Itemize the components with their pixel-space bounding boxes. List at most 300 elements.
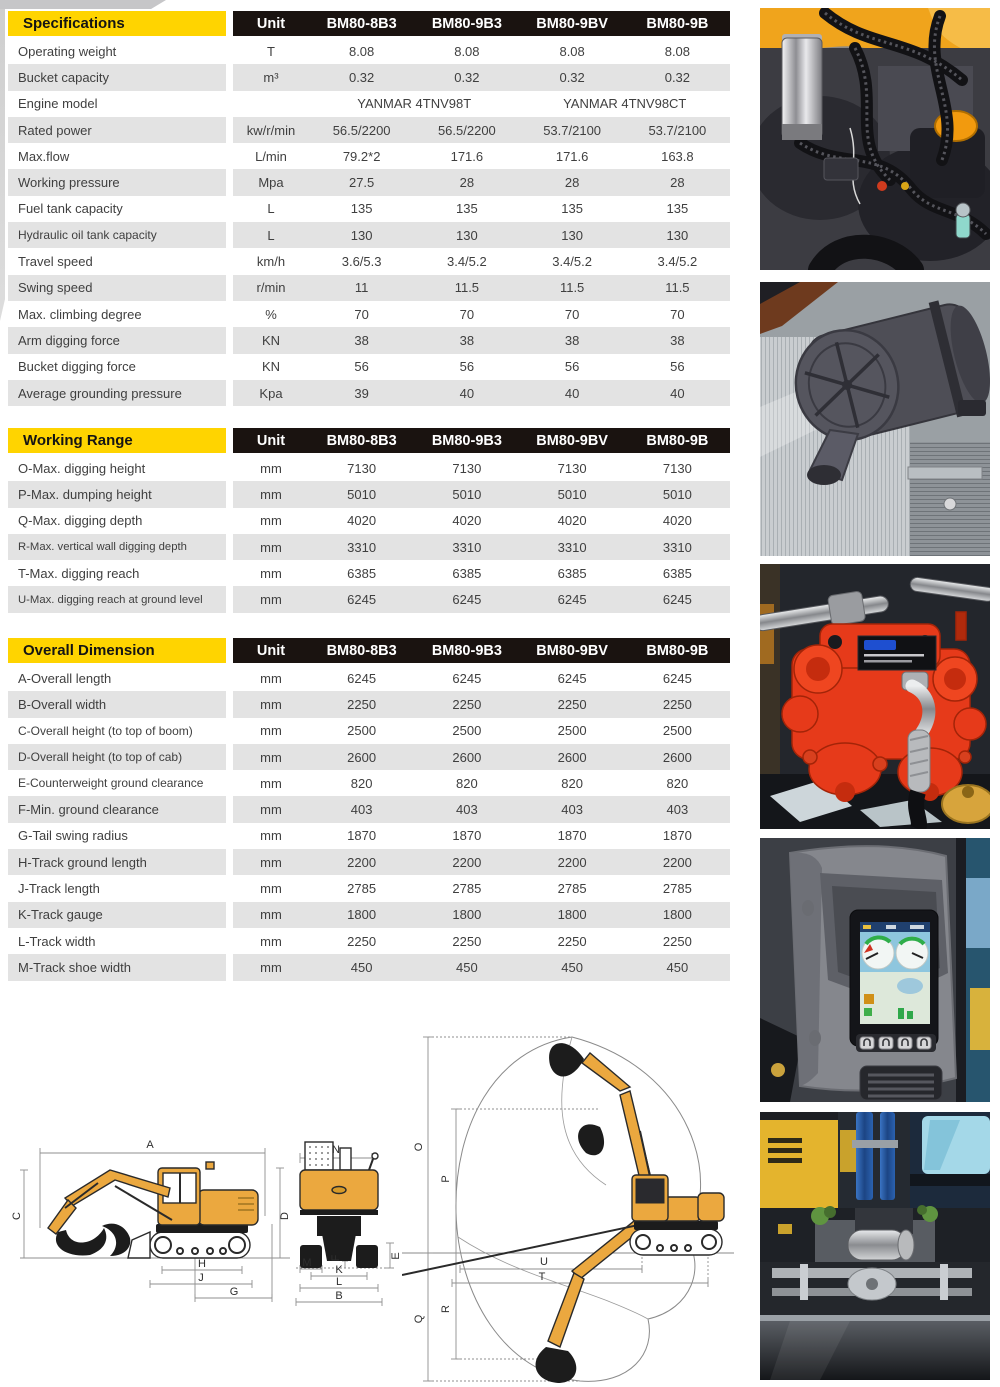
table-title: Working Range [8,428,226,453]
value-cell: 38 [459,332,475,348]
value-cells [309,902,730,928]
value-cells [309,38,730,64]
column-gutter [226,380,233,406]
table-row [8,38,730,64]
value-cell: 6245 [347,670,377,686]
value-cell: 27.5 [348,175,375,191]
photo-air-filter [760,282,990,556]
value-cell: 7130 [662,460,692,476]
value-cell: 3.4/5.2 [657,254,698,270]
column-gutter [226,560,233,586]
table-row [8,380,730,406]
row-label: F-Min. ground clearance [8,796,226,822]
value-cell: 403 [456,802,478,818]
value-cells [309,169,730,195]
row-values [233,327,730,353]
excavator-range-art [402,1043,724,1383]
dim-label-K: K [335,1264,343,1276]
row-values [233,508,730,534]
dim-label-F: F [330,1254,342,1262]
value-cells [309,534,730,560]
unit-cell: mm [260,854,282,870]
dim-label-R: R [440,1305,452,1313]
value-cell: 28 [670,175,685,191]
value-cell: 5010 [347,486,377,502]
dim-label-T: T [538,1271,546,1283]
row-values [233,117,730,143]
column-header-model: BM80-9BV [536,642,608,659]
unit-cell: L/min [255,148,287,164]
unit-cell: L [267,201,275,217]
table-row [8,954,730,980]
value-cell: 2500 [662,723,692,739]
value-cell: 3310 [347,539,377,555]
row-label: Working pressure [8,169,226,195]
value-cell: 5010 [452,486,482,502]
table-row [8,691,730,717]
column-header-unit: Unit [256,15,286,32]
value-cell: 2600 [452,749,482,765]
photo-hydraulic-pump [760,564,990,829]
table-row [8,508,730,534]
working-range-diagram [402,1027,734,1385]
table-header [8,638,730,663]
excavator-side-art [48,1162,258,1258]
rear-view-diagram [293,1128,405,1313]
column-header-group [233,428,730,453]
column-header-unit: Unit [256,432,286,449]
dim-label-P: P [440,1175,452,1183]
row-values [233,38,730,64]
row-label: O-Max. digging height [18,460,146,476]
table-row [8,928,730,954]
column-header-model: BM80-9B3 [431,15,502,32]
dim-label-L: L [335,1276,343,1288]
value-cell: 8.08 [348,43,375,59]
value-cell: 171.6 [450,148,484,164]
value-cell: 1870 [662,828,692,844]
value-cells [309,301,730,327]
value-cells [309,718,730,744]
value-cell: 2600 [557,749,587,765]
value-cells [309,143,730,169]
dim-label-Q: Q [413,1314,425,1324]
table-row [8,718,730,744]
value-cell: 11.5 [454,280,480,296]
row-label: D-Overall height (to top of cab) [8,744,226,770]
row-values [233,275,730,301]
value-cell: 171.6 [555,148,589,164]
column-gutter [226,586,233,612]
column-gutter [226,354,233,380]
column-header-group [233,638,730,663]
value-cells [309,327,730,353]
row-label: K-Track gauge [8,902,226,928]
value-cell: 6385 [557,565,587,581]
unit-cell: mm [260,592,282,608]
column-header-model: BM80-9B3 [431,432,502,449]
column-gutter [226,796,233,822]
excavator-rear-art [300,1142,378,1268]
value-cell: 56.5/2200 [332,122,391,138]
value-cell: 40 [459,385,475,401]
page-edge-decoration [0,0,166,9]
value-cell: 40 [564,385,580,401]
value-cell: 2785 [347,881,377,897]
value-cell: 2500 [557,723,587,739]
value-cell: 3.4/5.2 [552,254,592,270]
table-row [8,248,730,274]
column-header-model: BM80-8B3 [326,642,397,659]
column-header-group [233,11,730,36]
column-gutter [226,91,233,117]
row-values [233,248,730,274]
table-title: Overall Dimension [8,638,226,663]
value-cell: 0.32 [559,69,585,85]
value-cell: 403 [561,802,583,818]
column-gutter [226,327,233,353]
value-cell: 7130 [452,460,482,476]
table-row [8,560,730,586]
row-values [233,665,730,691]
column-header-model: BM80-9BV [536,432,608,449]
value-cells [309,823,730,849]
column-gutter [226,902,233,928]
row-label: C-Overall height (to top of boom) [18,723,193,738]
value-cell: 135 [561,201,583,217]
unit-cell: % [265,306,277,322]
row-label: B-Overall width [8,691,226,717]
value-cell: 11.5 [559,280,585,296]
row-label: Max.flow [18,148,70,164]
unit-cell: mm [260,907,282,923]
value-cell: 450 [350,959,373,975]
dim-label-M: M [302,1257,312,1269]
row-values [233,875,730,901]
value-cell: 2500 [347,723,377,739]
unit-cell: mm [260,486,282,502]
row-values [233,928,730,954]
value-cell: 40 [670,385,685,401]
table-row [8,665,730,691]
row-label: E-Counterweight ground clearance [18,776,204,791]
table-row [8,275,730,301]
value-cell: 28 [564,175,580,191]
column-header-model: BM80-9BV [536,15,608,32]
table-row [8,744,730,770]
row-label: Rated power [8,117,226,143]
table-row [8,143,730,169]
row-values [233,455,730,481]
value-cell: 1800 [557,907,587,923]
value-cells [309,928,730,954]
row-values [233,954,730,980]
row-label: Hydraulic oil tank capacity [8,222,226,248]
row-label: Operating weight [18,43,117,59]
value-cell: 3310 [557,539,587,555]
value-cells [309,508,730,534]
engine-illustration [760,8,990,270]
row-label: H-Track ground length [8,849,226,875]
value-cell: 403 [666,802,689,818]
unit-cell: mm [260,696,282,712]
value-cells [309,455,730,481]
value-cell: 70 [670,306,685,322]
value-cells [309,354,730,380]
value-cell: 4020 [452,513,482,529]
dim-label-C: C [11,1212,23,1220]
table-row [8,586,730,612]
table-row [8,354,730,380]
unit-cell: mm [260,565,282,581]
value-cell: 130 [666,227,689,243]
column-header-model: BM80-9B [646,642,709,659]
column-gutter [226,691,233,717]
unit-cell: km/h [256,254,286,270]
table-row [8,796,730,822]
row-label: Bucket digging force [18,359,136,375]
value-cells [309,586,730,612]
value-cell: 2250 [557,696,587,712]
column-gutter [226,534,233,560]
unit-cell [233,91,309,117]
row-values [233,849,730,875]
value-cell: 70 [459,306,475,322]
row-values [233,796,730,822]
value-cell: 8.08 [664,43,691,59]
row-label: Arm digging force [8,327,226,353]
value-cell: 56 [670,359,685,375]
value-cell: 2250 [347,696,377,712]
unit-cell: T [267,43,275,59]
row-label: Bucket capacity [8,64,226,90]
value-cell: 2200 [452,854,482,870]
column-gutter [226,849,233,875]
dim-label-B: B [335,1290,343,1302]
value-cell: 70 [354,306,369,322]
row-label: Average grounding pressure [8,380,226,406]
unit-cell: mm [260,959,282,975]
value-cell: 163.8 [661,148,694,164]
value-cells [309,770,730,796]
unit-cell: mm [260,828,282,844]
value-cells [309,954,730,980]
column-gutter [226,770,233,796]
table-title: Specifications [8,11,226,36]
page-edge-shadow [0,9,5,321]
value-cell: 820 [561,775,583,791]
column-gutter [226,117,233,143]
value-cells [309,196,730,222]
value-cell: 7130 [347,460,377,476]
row-label: Q-Max. digging depth [18,513,143,529]
value-cell: 2250 [662,933,692,949]
column-header-model: BM80-8B3 [326,15,397,32]
table-row [8,823,730,849]
unit-cell: mm [260,723,282,739]
value-cell: 2250 [662,696,692,712]
value-cell: 450 [561,959,583,975]
table-row [8,770,730,796]
table-row [8,196,730,222]
row-label: T-Max. digging reach [18,565,140,581]
value-cell: 6245 [662,670,692,686]
unit-cell: mm [260,670,282,686]
value-cell: 820 [456,775,478,791]
undercarriage-illustration [760,1112,990,1380]
value-cell: 56.5/2200 [437,122,496,138]
unit-cell: mm [260,802,282,818]
dim-label-E: E [390,1252,402,1260]
value-cells [309,691,730,717]
row-values [233,691,730,717]
row-values [233,586,730,612]
row-values [233,91,730,117]
value-cell: 3.6/5.3 [341,254,382,270]
row-values [233,560,730,586]
row-values [233,169,730,195]
value-cell: 2500 [452,723,482,739]
value-cell: 28 [459,175,475,191]
value-cell: 0.32 [664,69,691,85]
value-cell: 2785 [557,881,587,897]
row-label: Engine model [18,96,98,112]
column-gutter [226,64,233,90]
value-cell: 8.08 [454,43,480,59]
table-row [8,455,730,481]
unit-cell: KN [261,332,281,348]
column-gutter [226,222,233,248]
column-gutter [226,718,233,744]
table-row [8,534,730,560]
value-cell: 6245 [347,592,377,608]
dim-label-H: H [198,1258,206,1270]
value-cell: 38 [670,332,685,348]
value-cell: 38 [354,332,369,348]
span-value-cell: YANMAR 4TNV98CT [563,96,687,112]
column-header-unit: Unit [256,642,286,659]
value-cell: 130 [561,227,583,243]
column-header-model: BM80-9B3 [431,642,502,659]
unit-cell: mm [260,460,282,476]
value-cell: 79.2*2 [342,148,381,164]
photo-undercarriage [760,1112,990,1380]
value-cell: 4020 [662,513,692,529]
dim-label-A: A [146,1139,154,1151]
row-label: Swing speed [8,275,226,301]
dim-label-G: G [229,1286,239,1298]
value-cell: 130 [350,227,373,243]
column-gutter [226,196,233,222]
row-label: Travel speed [18,254,93,270]
row-values [233,718,730,744]
working-range-table [8,428,730,613]
value-cell: 0.32 [348,69,375,85]
value-cell: 5010 [557,486,587,502]
row-label: U-Max. digging reach at ground level [8,586,226,612]
column-gutter [226,928,233,954]
row-label: Max. climbing degree [18,306,142,322]
side-view-diagram [10,1128,295,1313]
value-cells [309,117,730,143]
value-cell: 70 [564,306,580,322]
column-header-model: BM80-9B [646,15,709,32]
unit-cell: mm [260,881,282,897]
unit-cell: mm [260,749,282,765]
value-cell: 4020 [347,513,377,529]
unit-cell: m³ [263,69,279,85]
row-values [233,143,730,169]
table-row [8,301,730,327]
value-cell: 56 [459,359,475,375]
row-values [233,744,730,770]
value-cells [309,875,730,901]
value-cell: 820 [350,775,373,791]
value-cell: 135 [350,201,373,217]
table-row [8,222,730,248]
value-cell: 38 [564,332,580,348]
span-value-cell: YANMAR 4TNV98T [357,96,472,112]
photo-cab-monitor [760,838,990,1102]
value-cell: 2250 [452,933,482,949]
value-cells [309,560,730,586]
row-values [233,823,730,849]
column-gutter [226,301,233,327]
table-header [8,428,730,453]
value-cell: 2250 [347,933,377,949]
column-gutter [226,481,233,507]
table-row [8,169,730,195]
table-row [8,327,730,353]
unit-cell: mm [260,513,282,529]
value-cell: 6385 [347,565,377,581]
value-cell: 1800 [662,907,692,923]
row-values [233,354,730,380]
value-cells [309,222,730,248]
value-cell: 135 [666,201,689,217]
column-gutter [226,954,233,980]
value-cells [309,796,730,822]
value-cells [309,481,730,507]
value-cell: 2250 [452,696,482,712]
value-cells [309,849,730,875]
column-gutter [226,508,233,534]
table-row [8,849,730,875]
unit-cell: L [267,227,275,243]
value-cell: 1800 [347,907,377,923]
photo-engine-bay [760,8,990,270]
row-label: J-Track length [18,881,100,897]
value-cells [309,665,730,691]
value-cell: 2200 [662,854,692,870]
value-cell: 6245 [557,592,587,608]
row-label: G-Tail swing radius [18,828,128,844]
table-row [8,902,730,928]
value-cells [309,248,730,274]
dim-label-N: N [332,1144,340,1156]
column-gutter [226,169,233,195]
table-row [8,117,730,143]
value-cell: 53.7/2100 [543,122,602,138]
unit-cell: mm [260,539,282,555]
value-cell: 53.7/2100 [648,122,707,138]
unit-cell: r/min [256,280,286,296]
dim-label-O: O [413,1142,425,1152]
column-gutter [226,665,233,691]
table-row [8,64,730,90]
row-label: A-Overall length [18,670,112,686]
value-cell: 7130 [557,460,587,476]
